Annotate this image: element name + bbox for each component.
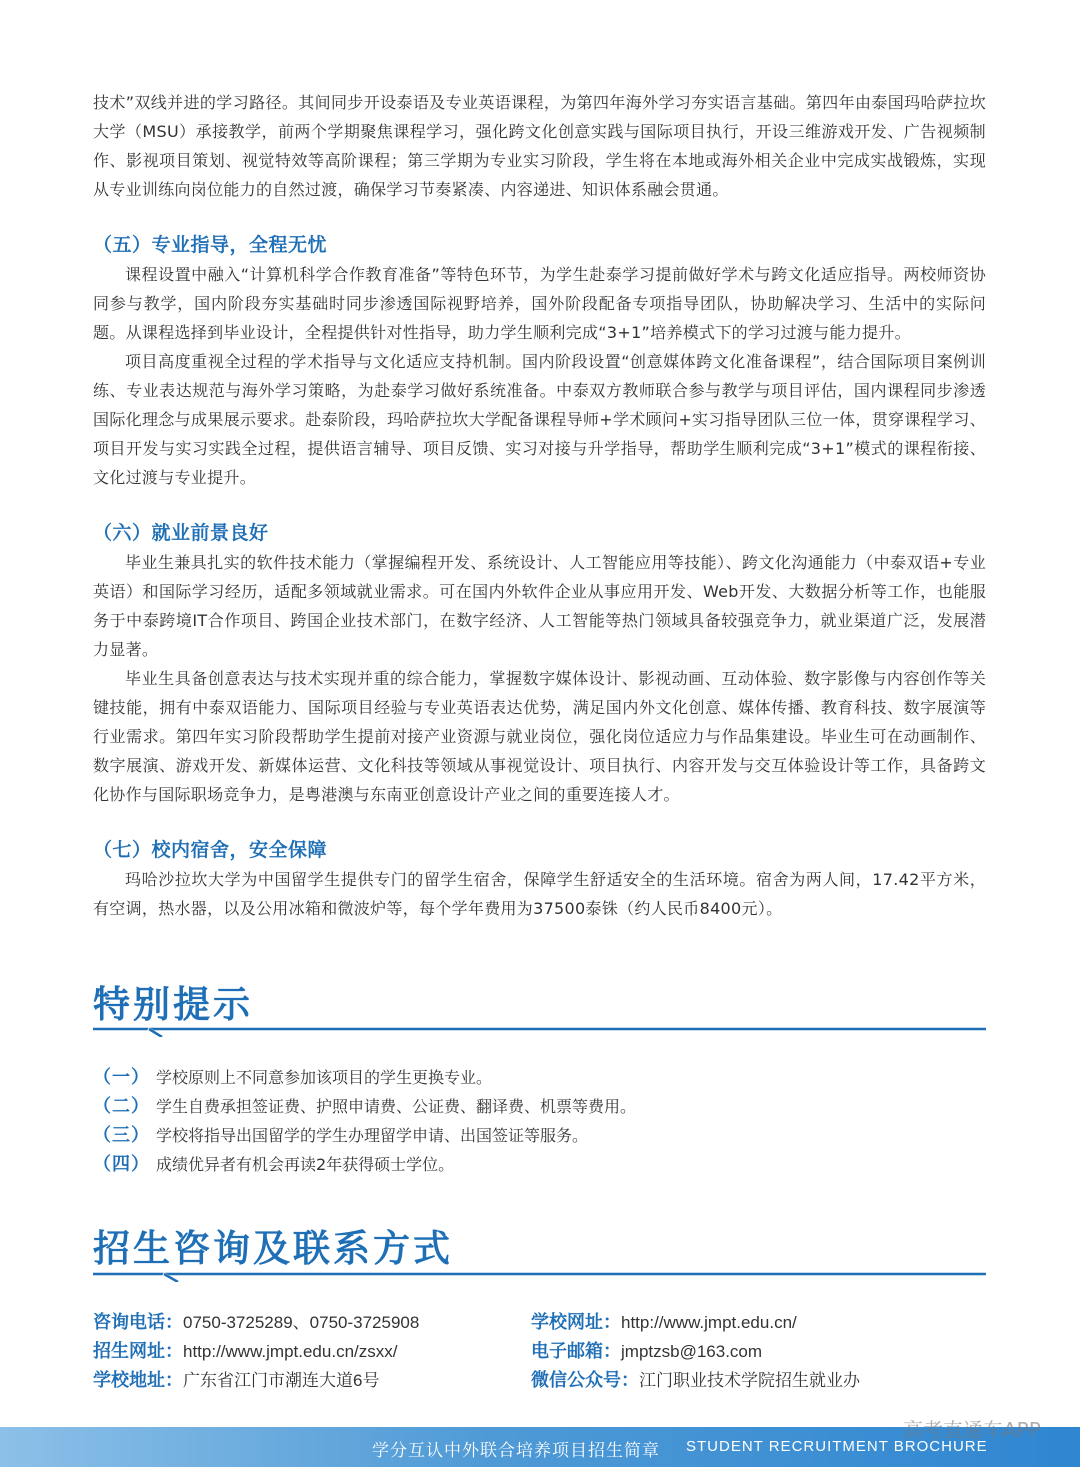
contact-label: 学校地址： [93,1370,183,1391]
contact-label: 学校网址： [531,1312,621,1333]
note-text: 学生自费承担签证费、护照申请费、公证费、翻译费、机票等费用。 [156,1097,637,1116]
special-notes-title: 特别提示 [93,983,253,1026]
list-item [93,1150,986,1179]
special-notes-divider [93,1019,986,1037]
contact-left-column [93,1308,419,1395]
special-notes-list [93,1063,986,1179]
section-5-paragraph-1: 课程设置中融入“计算机科学合作教育准备”等特色环节，为学生赴泰学习提前做好学术与跨文化适应指导。两校师资协同参与教学，国内阶段夯实基础时同步渗透国际视野培养，国外阶段配备专项指导团队，协助解决学习、生活中的实际问题。从课程选择到毕业设计，全程提供针对性指导，助力学生顺利完成“3+1”培养模式下的学习过渡与能力提升。 [93,265,986,342]
footer-title-cn: 学分互认中外联合培养项目招生简章 [372,1441,660,1461]
contact-label: 咨询电话： [93,1312,183,1333]
note-number: （一） [93,1067,150,1088]
contact-divider [93,1264,986,1282]
contact-row-email [531,1337,860,1366]
contact-label: 电子邮箱： [531,1341,621,1362]
list-item [93,1092,986,1121]
contact-right-column [531,1308,860,1395]
intro-paragraph: 技术”双线并进的学习路径。其间同步开设泰语及专业英语课程，为第四年海外学习夯实语言基础。第四年由泰国玛哈萨拉坎大学（MSU）承接教学，前两个学期聚焦课程学习，强化跨文化创意实践与国际项目执行，开设三维游戏开发、广告视频制作、影视项目策划、视觉特效等高阶课程；第三学期为专业实习阶段，学生将在本地或海外相关企业中完成实战锻炼，实现从专业训练向岗位能力的自然过渡，确保学习节奏紧凑、内容递进、知识体系融会贯通。 [93,93,986,199]
contact-label: 微信公众号： [531,1370,639,1391]
contact-title: 招生咨询及联系方式 [93,1227,453,1270]
note-number: （二） [93,1096,150,1117]
contact-row-address [93,1366,419,1395]
watermark: 高考直通车APP [903,1418,1041,1442]
contact-row-phone [93,1308,419,1337]
contact-row-school-url [531,1308,860,1337]
note-text: 成绩优异者有机会再读2年获得硕士学位。 [156,1155,455,1174]
section-5-paragraph-2: 项目高度重视全过程的学术指导与文化适应支持机制。国内阶段设置“创意媒体跨文化准备课程”，结合国际项目案例训练、专业表达规范与海外学习策略，为赴泰学习做好系统准备。中泰双方教师联合参与教学与项目评估，国内课程同步渗透国际化理念与成果展示要求。赴泰阶段，玛哈萨拉坎大学配备课程导师+学术顾问+实习指导团队三位一体，贯穿课程学习、项目开发与实习实践全过程，提供语言辅导、项目反馈、实习对接与升学指导，帮助学生顺利完成“3+1”模式的课程衔接、文化过渡与专业提升。 [93,352,986,487]
list-item [93,1063,986,1092]
contact-row-wechat [531,1366,860,1395]
note-text: 学校将指导出国留学的学生办理留学申请、出国签证等服务。 [156,1126,589,1145]
contact-phone[interactable]: 0750-3725289、0750-3725908 [183,1313,420,1332]
contact-label: 招生网址： [93,1341,183,1362]
note-number: （四） [93,1154,150,1175]
contact-address: 广东省江门市潮连大道6号 [183,1371,380,1390]
section-heading-5: （五）专业指导，全程无忧 [93,234,328,256]
section-6-paragraph-2: 毕业生具备创意表达与技术实现并重的综合能力，掌握数字媒体设计、影视动画、互动体验、数字影像与内容创作等关键技能，拥有中泰双语能力、国际项目经验与专业英语表达优势，满足国内外文化创意、媒体传播、教育科技、数字展演等行业需求。第四年实习阶段帮助学生提前对接产业资源与就业岗位，强化岗位适应力与作品集建设。毕业生可在动画制作、数字展演、游戏开发、新媒体运营、文化科技等领域从事视觉设计、项目执行、内容开发与交互体验设计等工作，具备跨文化协作与国际职场竞争力，是粤港澳与东南亚创意设计产业之间的重要连接人才。 [93,669,986,804]
email-link[interactable]: jmptzsb@163.com [621,1342,763,1361]
school-url-link[interactable]: http://www.jmpt.edu.cn/ [621,1313,797,1332]
note-text: 学校原则上不同意参加该项目的学生更换专业。 [156,1068,493,1087]
main-content [93,88,986,923]
wechat-account: 江门职业技术学院招生就业办 [639,1371,860,1390]
list-item [93,1121,986,1150]
section-7-paragraph-1: 玛哈沙拉坎大学为中国留学生提供专门的留学生宿舍，保障学生舒适安全的生活环境。宿舍为两人间，17.42平方米，有空调，热水器，以及公用冰箱和微波炉等，每个学年费用为37500泰铢（约人民币8400元）。 [93,870,986,918]
contact-row-admissions-url [93,1337,419,1366]
note-number: （三） [93,1125,150,1146]
section-6-paragraph-1: 毕业生兼具扎实的软件技术能力（掌握编程开发、系统设计、人工智能应用等技能）、跨文化沟通能力（中泰双语+专业英语）和国际学习经历，适配多领域就业需求。可在国内外软件企业从事应用开发、Web开发、大数据分析等工作，也能服务于中泰跨境IT合作项目、跨国企业技术部门，在数字经济、人工智能等热门领域具备较强竞争力，就业渠道广泛，发展潜力显著。 [93,553,986,659]
section-heading-6: （六）就业前景良好 [93,522,269,544]
section-heading-7: （七）校内宿舍，安全保障 [93,839,328,861]
admissions-url-link[interactable]: http://www.jmpt.edu.cn/zsxx/ [183,1342,398,1361]
footer-title-en: STUDENT RECRUITMENT BROCHURE [686,1438,988,1455]
